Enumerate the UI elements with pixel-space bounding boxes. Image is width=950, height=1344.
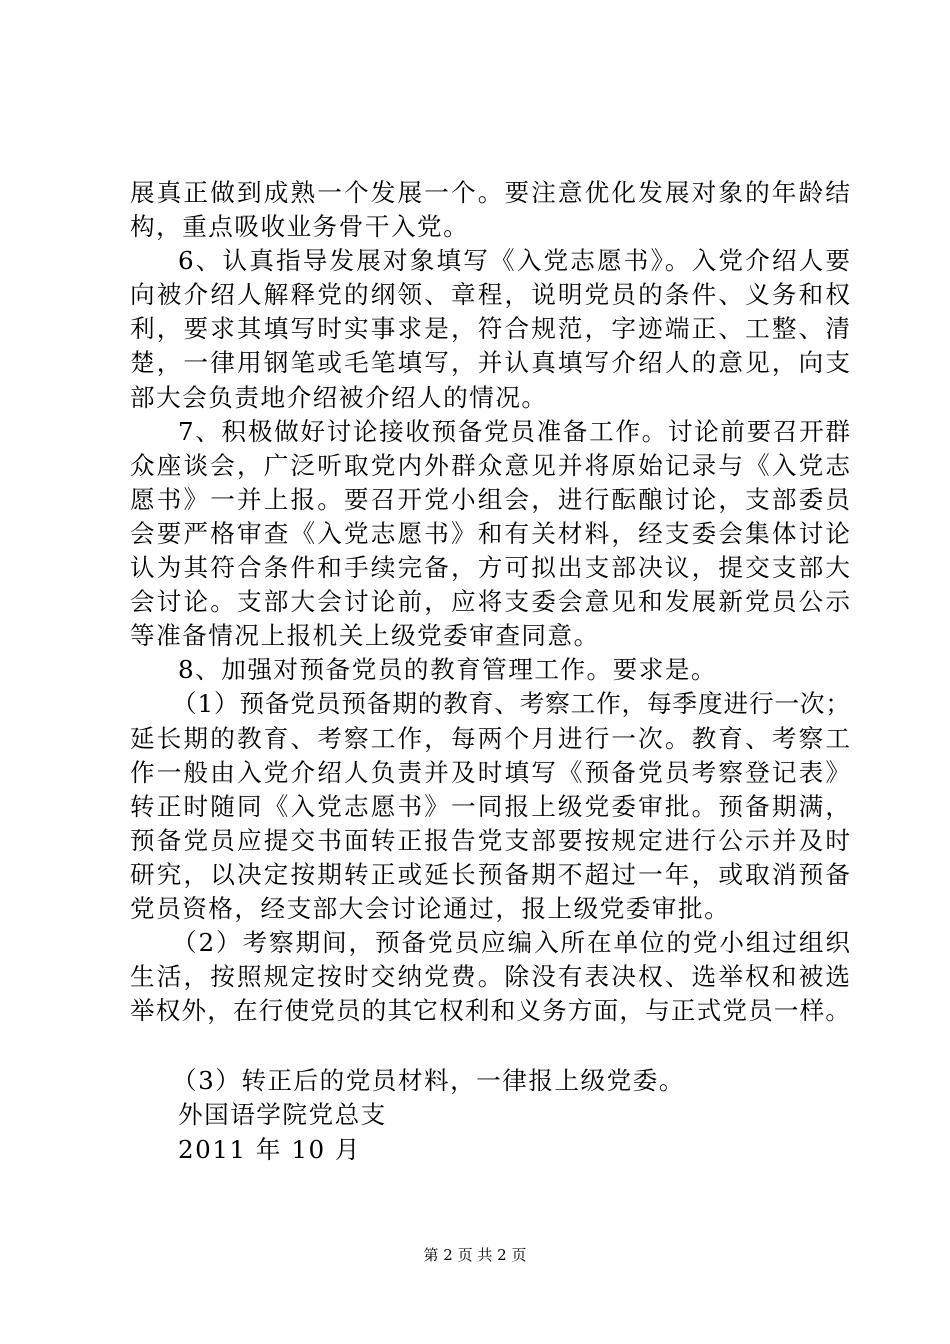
- paragraph-line: （1）预备党员预备期的教育、考察工作，每季度进行一次；: [172, 689, 850, 719]
- paragraph-line: 众座谈会，广泛听取党内外群众意见并将原始记录与《入党志: [130, 450, 850, 480]
- paragraph-line: 向被介绍人解释党的纲领、章程，说明党员的条件、义务和权: [130, 280, 850, 310]
- document-body: [130, 176, 850, 1167]
- paragraph-line: 党员资格，经支部大会讨论通过，报上级党委审批。: [130, 893, 731, 923]
- paragraph-line: 认为其符合条件和手续完备，方可拟出支部决议，提交支部大: [130, 553, 850, 583]
- paragraph-line: （2）考察期间，预备党员应编入所在单位的党小组过组织: [172, 928, 850, 958]
- paragraph-line: 转正时随同《入党志愿书》一同报上级党委审批。预备期满，: [130, 791, 850, 821]
- paragraph-line: 7、积极做好讨论接收预备党员准备工作。讨论前要召开群: [178, 416, 850, 446]
- paragraph-line: 会要严格审查《入党志愿书》和有关材料，经支委会集体讨论: [130, 518, 850, 548]
- paragraph-line: 会讨论。支部大会讨论前，应将支委会意见和发展新党员公示: [130, 587, 850, 617]
- paragraph-line: 利，要求其填写时实事求是，符合规范，字迹端正、工整、清: [130, 314, 850, 344]
- signature-organization: 外国语学院党总支: [178, 1100, 387, 1130]
- paragraph-line: 预备党员应提交书面转正报告党支部要按规定进行公示并及时: [130, 825, 850, 855]
- paragraph-line: 8、加强对预备党员的教育管理工作。要求是。: [178, 655, 718, 685]
- page-footer: [0, 1244, 950, 1265]
- paragraph-gap: [130, 1028, 850, 1064]
- paragraph-line: 构，重点吸收业务骨干入党。: [130, 212, 470, 242]
- paragraph-line: 等准备情况上报机关上级党委审查同意。: [130, 621, 600, 651]
- paragraph-line: 延长期的教育、考察工作，每两个月进行一次。教育、考察工: [130, 723, 850, 753]
- paragraph-line: 研究，以决定按期转正或延长预备期不超过一年，或取消预备: [130, 859, 850, 889]
- paragraph-line: （3）转正后的党员材料，一律报上级党委。: [172, 1066, 685, 1096]
- paragraph-line: 举权外，在行使党员的其它权利和义务方面，与正式党员一样。: [130, 996, 850, 1026]
- paragraph-line: 作一般由入党介绍人负责并及时填写《预备党员考察登记表》: [130, 757, 850, 787]
- paragraph-line: 楚，一律用钢笔或毛笔填写，并认真填写介绍人的意见，向支: [130, 348, 850, 378]
- page-indicator: 第 2 页 共 2 页: [423, 1246, 527, 1264]
- paragraph-line: 愿书》一并上报。要召开党小组会，进行酝酿讨论，支部委员: [130, 484, 850, 514]
- signature-date: 2011 年 10 月: [178, 1134, 362, 1164]
- paragraph-line: 展真正做到成熟一个发展一个。要注意优化发展对象的年龄结: [130, 178, 850, 207]
- paragraph-line: 生活，按照规定按时交纳党费。除没有表决权、选举权和被选: [130, 962, 850, 992]
- paragraph-line: 6、认真指导发展对象填写《入党志愿书》。入党介绍人要: [178, 246, 850, 276]
- paragraph-line: 部大会负责地介绍被介绍人的情况。: [130, 382, 548, 412]
